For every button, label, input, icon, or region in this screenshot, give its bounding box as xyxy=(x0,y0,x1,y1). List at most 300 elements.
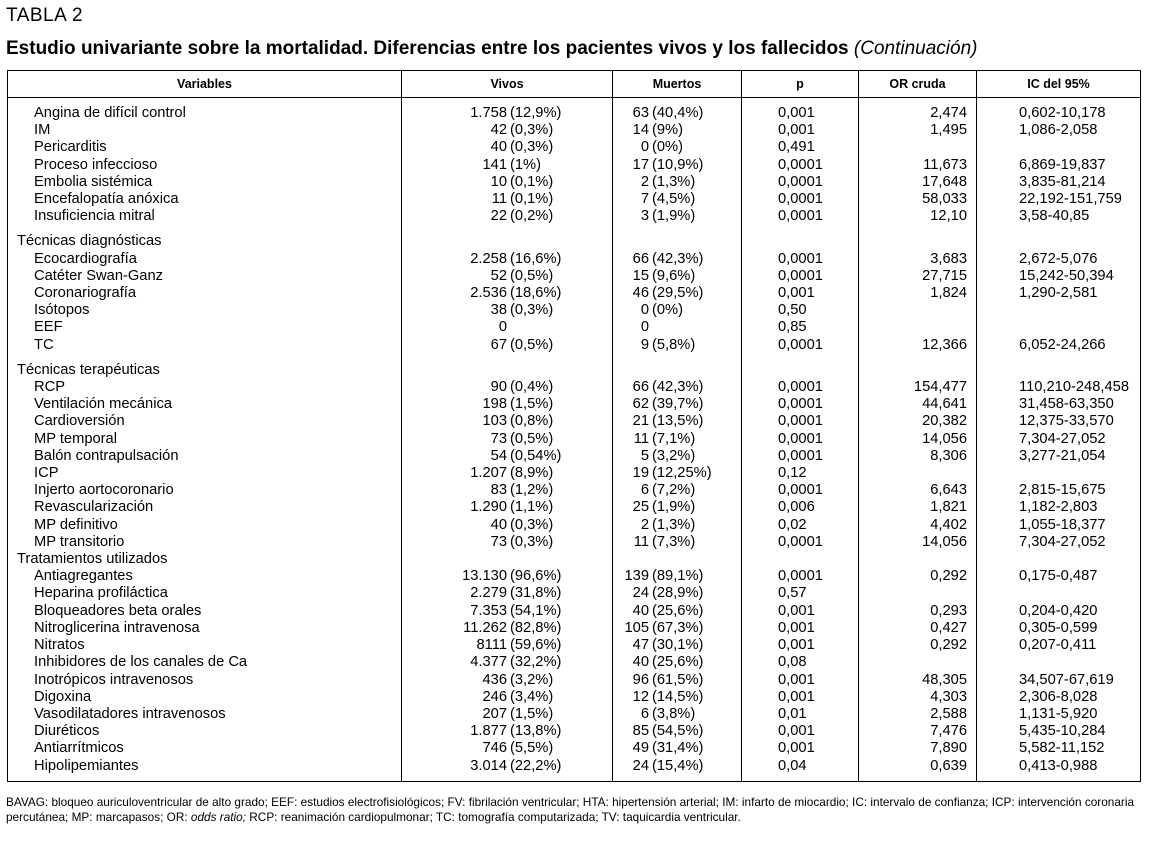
muertos-count: 7 xyxy=(640,191,649,208)
vivos-count: 1.207 xyxy=(470,465,507,482)
or-cruda-cell: 0,292 xyxy=(859,568,977,585)
p-value-cell: 0,0001 xyxy=(742,396,859,413)
vivos-cell xyxy=(402,174,613,191)
ic-cell: 3,277-21,054 xyxy=(977,448,1141,465)
variable-cell: Isótopos xyxy=(8,302,402,319)
vivos-cell xyxy=(402,534,613,551)
or-cruda-cell xyxy=(859,139,977,156)
ic-cell: 0,602-10,178 xyxy=(977,98,1141,123)
table-header-row xyxy=(8,71,1141,98)
muertos-percent: (3,8%) xyxy=(652,705,696,722)
vivos-percent: (0,8%) xyxy=(510,413,554,430)
muertos-cell xyxy=(613,620,742,637)
muertos-percent: (54,5%) xyxy=(652,723,704,740)
muertos-count: 46 xyxy=(632,285,649,302)
muertos-percent: (1,3%) xyxy=(652,516,696,533)
vivos-percent: (13,8%) xyxy=(510,723,562,740)
vivos-cell xyxy=(402,740,613,757)
p-value-cell: 0,0001 xyxy=(742,251,859,268)
variable-cell: Bloqueadores beta orales xyxy=(8,603,402,620)
vivos-cell xyxy=(402,603,613,620)
muertos-cell xyxy=(613,517,742,534)
p-value-cell: 0,0001 xyxy=(742,568,859,585)
p-value-cell: 0,001 xyxy=(742,740,859,757)
muertos-count: 25 xyxy=(632,499,649,516)
table-row xyxy=(8,689,1141,706)
variable-cell: Inotrópicos intravenosos xyxy=(8,672,402,689)
muertos-percent: (4,5%) xyxy=(652,191,696,208)
table-row xyxy=(8,337,1141,354)
variable-cell: MP transitorio xyxy=(8,534,402,551)
vivos-percent: (16,6%) xyxy=(510,250,562,267)
or-cruda-cell: 20,382 xyxy=(859,413,977,430)
vivos-percent: (0,4%) xyxy=(510,379,554,396)
ic-cell: 3,835-81,214 xyxy=(977,174,1141,191)
table-title-main: Estudio univariante sobre la mortalidad. Diferencias entre los pacientes vivos y los fallecidos xyxy=(6,38,849,59)
muertos-count: 11 xyxy=(633,533,649,550)
muertos-cell xyxy=(613,139,742,156)
or-cruda-cell: 4,303 xyxy=(859,689,977,706)
muertos-count: 47 xyxy=(632,637,649,654)
table-row xyxy=(8,637,1141,654)
variable-cell: Catéter Swan-Ganz xyxy=(8,268,402,285)
ic-cell: 31,458-63,350 xyxy=(977,396,1141,413)
vivos-cell xyxy=(402,758,613,782)
muertos-cell xyxy=(613,448,742,465)
table-row xyxy=(8,268,1141,285)
muertos-cell xyxy=(613,98,742,123)
table-row xyxy=(8,431,1141,448)
muertos-cell xyxy=(613,689,742,706)
ic-cell: 3,58-40,85 xyxy=(977,208,1141,225)
muertos-cell xyxy=(613,208,742,225)
muertos-cell xyxy=(613,431,742,448)
muertos-cell xyxy=(613,251,742,268)
vivos-percent: (0,5%) xyxy=(510,267,554,284)
p-value-cell: 0,001 xyxy=(742,689,859,706)
ic-cell: 15,242-50,394 xyxy=(977,268,1141,285)
ic-cell: 110,210-248,458 xyxy=(977,379,1141,396)
ic-cell: 1,131-5,920 xyxy=(977,706,1141,723)
p-value-cell: 0,12 xyxy=(742,465,859,482)
muertos-count: 63 xyxy=(632,105,649,121)
table-row xyxy=(8,448,1141,465)
muertos-percent: (31,4%) xyxy=(652,740,704,757)
vivos-percent: (0,3%) xyxy=(510,302,554,319)
muertos-count: 66 xyxy=(632,250,649,267)
vivos-count: 7.353 xyxy=(470,602,507,619)
vivos-cell xyxy=(402,379,613,396)
p-value-cell: 0,02 xyxy=(742,517,859,534)
or-cruda-cell: 154,477 xyxy=(859,379,977,396)
ic-cell xyxy=(977,654,1141,671)
p-value-cell: 0,001 xyxy=(742,98,859,123)
vivos-cell xyxy=(402,431,613,448)
or-cruda-cell: 17,648 xyxy=(859,174,977,191)
muertos-count: 6 xyxy=(640,705,649,722)
vivos-count: 42 xyxy=(490,122,507,139)
table-row xyxy=(8,413,1141,430)
vivos-cell xyxy=(402,268,613,285)
header-or-cruda: OR cruda xyxy=(859,71,977,98)
vivos-cell xyxy=(402,139,613,156)
p-value-cell: 0,0001 xyxy=(742,482,859,499)
footnote-italic: odds ratio; xyxy=(190,810,246,824)
ic-cell xyxy=(977,585,1141,602)
or-cruda-cell: 1,495 xyxy=(859,122,977,139)
vivos-count: 0 xyxy=(498,319,507,336)
or-cruda-cell xyxy=(859,585,977,602)
vivos-percent: (0,3%) xyxy=(510,516,554,533)
or-cruda-cell: 12,10 xyxy=(859,208,977,225)
header-muertos: Muertos xyxy=(613,71,742,98)
ic-cell: 0,204-0,420 xyxy=(977,603,1141,620)
table-title xyxy=(6,38,977,60)
header-ic: IC del 95% xyxy=(977,71,1141,98)
vivos-percent: (1,2%) xyxy=(510,482,554,499)
footnote xyxy=(6,795,1151,825)
vivos-count: 83 xyxy=(490,482,507,499)
or-cruda-cell: 7,890 xyxy=(859,740,977,757)
muertos-count: 11 xyxy=(633,430,649,447)
vivos-percent: (0,2%) xyxy=(510,208,554,225)
vivos-count: 1.758 xyxy=(470,105,507,121)
or-cruda-cell xyxy=(859,319,977,336)
vivos-cell xyxy=(402,568,613,585)
p-value-cell: 0,04 xyxy=(742,758,859,782)
ic-cell: 1,055-18,377 xyxy=(977,517,1141,534)
vivos-cell xyxy=(402,706,613,723)
or-cruda-cell: 58,033 xyxy=(859,191,977,208)
vivos-count: 207 xyxy=(482,705,507,722)
empty-cell xyxy=(742,551,859,568)
table-row xyxy=(8,740,1141,757)
vivos-count: 246 xyxy=(482,688,507,705)
muertos-percent: (29,5%) xyxy=(652,285,704,302)
or-cruda-cell: 1,821 xyxy=(859,499,977,516)
muertos-percent: (15,4%) xyxy=(652,757,704,774)
vivos-percent: (12,9%) xyxy=(510,105,562,121)
p-value-cell: 0,001 xyxy=(742,285,859,302)
empty-cell xyxy=(613,354,742,379)
muertos-cell xyxy=(613,174,742,191)
vivos-count: 73 xyxy=(490,533,507,550)
p-value-cell: 0,0001 xyxy=(742,534,859,551)
empty-cell xyxy=(977,225,1141,250)
variable-cell: Diuréticos xyxy=(8,723,402,740)
header-vivos: Vivos xyxy=(402,71,613,98)
p-value-cell: 0,0001 xyxy=(742,191,859,208)
variable-cell: Vasodilatadores intravenosos xyxy=(8,706,402,723)
ic-cell: 12,375-33,570 xyxy=(977,413,1141,430)
section-row xyxy=(8,354,1141,379)
vivos-percent: (0,3%) xyxy=(510,122,554,139)
vivos-percent: (0,1%) xyxy=(510,173,554,190)
or-cruda-cell: 2,474 xyxy=(859,98,977,123)
variable-cell: Inhibidores de los canales de Ca xyxy=(8,654,402,671)
variable-cell: Antiarrítmicos xyxy=(8,740,402,757)
variable-cell: Ventilación mecánica xyxy=(8,396,402,413)
vivos-count: 4.377 xyxy=(470,654,507,671)
vivos-cell xyxy=(402,251,613,268)
vivos-count: 3.014 xyxy=(470,757,507,774)
ic-cell: 0,175-0,487 xyxy=(977,568,1141,585)
or-cruda-cell: 11,673 xyxy=(859,157,977,174)
or-cruda-cell: 1,824 xyxy=(859,285,977,302)
table-body xyxy=(8,98,1141,782)
header-variables: Variables xyxy=(8,71,402,98)
vivos-cell xyxy=(402,396,613,413)
or-cruda-cell: 14,056 xyxy=(859,431,977,448)
vivos-percent: (1%) xyxy=(510,156,542,173)
empty-cell xyxy=(613,225,742,250)
muertos-count: 12 xyxy=(632,688,649,705)
or-cruda-cell: 0,639 xyxy=(859,758,977,782)
ic-cell: 5,582-11,152 xyxy=(977,740,1141,757)
vivos-percent: (59,6%) xyxy=(510,637,562,654)
p-value-cell: 0,0001 xyxy=(742,157,859,174)
muertos-percent: (7,3%) xyxy=(652,533,696,550)
vivos-percent: (8,9%) xyxy=(510,465,554,482)
vivos-cell xyxy=(402,191,613,208)
section-row xyxy=(8,225,1141,250)
muertos-cell xyxy=(613,758,742,782)
vivos-cell xyxy=(402,723,613,740)
muertos-percent: (0%) xyxy=(652,139,684,156)
section-label: Técnicas terapéuticas xyxy=(8,354,402,379)
p-value-cell: 0,85 xyxy=(742,319,859,336)
empty-cell xyxy=(859,551,977,568)
vivos-count: 11 xyxy=(491,191,507,208)
ic-cell: 0,413-0,988 xyxy=(977,758,1141,782)
vivos-cell xyxy=(402,672,613,689)
ic-cell: 7,304-27,052 xyxy=(977,431,1141,448)
vivos-percent: (3,2%) xyxy=(510,671,554,688)
muertos-cell xyxy=(613,740,742,757)
vivos-cell xyxy=(402,122,613,139)
empty-cell xyxy=(742,225,859,250)
muertos-cell xyxy=(613,723,742,740)
muertos-percent: (12,25%) xyxy=(652,465,712,482)
variable-cell: Cardioversión xyxy=(8,413,402,430)
muertos-percent: (42,3%) xyxy=(652,250,704,267)
vivos-count: 73 xyxy=(490,430,507,447)
variable-cell: TC xyxy=(8,337,402,354)
variable-cell: Antiagregantes xyxy=(8,568,402,585)
table-row xyxy=(8,482,1141,499)
vivos-percent: (1,1%) xyxy=(510,499,554,516)
muertos-percent: (67,3%) xyxy=(652,619,704,636)
muertos-count: 9 xyxy=(640,336,649,353)
or-cruda-cell: 12,366 xyxy=(859,337,977,354)
vivos-percent: (54,1%) xyxy=(510,602,562,619)
or-cruda-cell: 0,292 xyxy=(859,637,977,654)
empty-cell xyxy=(402,354,613,379)
variable-cell: Balón contrapulsación xyxy=(8,448,402,465)
muertos-percent: (1,9%) xyxy=(652,499,696,516)
muertos-count: 19 xyxy=(632,465,649,482)
section-label: Tratamientos utilizados xyxy=(8,551,402,568)
empty-cell xyxy=(859,354,977,379)
empty-cell xyxy=(402,225,613,250)
muertos-percent: (25,6%) xyxy=(652,654,704,671)
or-cruda-cell: 48,305 xyxy=(859,672,977,689)
vivos-cell xyxy=(402,157,613,174)
vivos-percent: (0,1%) xyxy=(510,191,554,208)
vivos-count: 22 xyxy=(490,208,507,225)
or-cruda-cell: 7,476 xyxy=(859,723,977,740)
p-value-cell: 0,0001 xyxy=(742,337,859,354)
ic-cell xyxy=(977,302,1141,319)
muertos-cell xyxy=(613,191,742,208)
muertos-count: 17 xyxy=(632,156,649,173)
or-cruda-cell: 4,402 xyxy=(859,517,977,534)
muertos-count: 62 xyxy=(632,396,649,413)
table-row xyxy=(8,723,1141,740)
p-value-cell: 0,0001 xyxy=(742,174,859,191)
vivos-cell xyxy=(402,465,613,482)
vivos-cell xyxy=(402,517,613,534)
muertos-count: 139 xyxy=(624,568,649,585)
vivos-count: 40 xyxy=(490,139,507,156)
ic-cell xyxy=(977,139,1141,156)
ic-cell: 2,672-5,076 xyxy=(977,251,1141,268)
muertos-count: 24 xyxy=(632,757,649,774)
or-cruda-cell: 44,641 xyxy=(859,396,977,413)
empty-cell xyxy=(402,551,613,568)
table-title-continuation: (Continuación) xyxy=(853,38,978,59)
table-row xyxy=(8,208,1141,225)
section-label: Técnicas diagnósticas xyxy=(8,225,402,250)
muertos-count: 24 xyxy=(632,585,649,602)
vivos-cell xyxy=(402,337,613,354)
p-value-cell: 0,01 xyxy=(742,706,859,723)
muertos-percent: (9,6%) xyxy=(652,267,696,284)
muertos-cell xyxy=(613,465,742,482)
table-row xyxy=(8,157,1141,174)
muertos-cell xyxy=(613,157,742,174)
or-cruda-cell: 0,427 xyxy=(859,620,977,637)
vivos-percent: (31,8%) xyxy=(510,585,562,602)
muertos-cell xyxy=(613,413,742,430)
muertos-percent: (28,9%) xyxy=(652,585,704,602)
table-row xyxy=(8,654,1141,671)
muertos-count: 14 xyxy=(632,122,649,139)
vivos-percent: (0,3%) xyxy=(510,533,554,550)
variable-cell: Proceso infeccioso xyxy=(8,157,402,174)
table-row xyxy=(8,672,1141,689)
muertos-count: 2 xyxy=(640,516,649,533)
ic-cell: 5,435-10,284 xyxy=(977,723,1141,740)
variable-cell: Heparina profiláctica xyxy=(8,585,402,602)
muertos-cell xyxy=(613,568,742,585)
vivos-count: 54 xyxy=(490,447,507,464)
p-value-cell: 0,006 xyxy=(742,499,859,516)
p-value-cell: 0,0001 xyxy=(742,448,859,465)
muertos-percent: (25,6%) xyxy=(652,602,704,619)
muertos-percent: (39,7%) xyxy=(652,396,704,413)
muertos-count: 15 xyxy=(632,267,649,284)
vivos-count: 67 xyxy=(490,336,507,353)
muertos-count: 21 xyxy=(632,413,649,430)
muertos-cell xyxy=(613,268,742,285)
vivos-count: 52 xyxy=(490,267,507,284)
muertos-count: 2 xyxy=(640,173,649,190)
vivos-cell xyxy=(402,285,613,302)
muertos-cell xyxy=(613,379,742,396)
p-value-cell: 0,001 xyxy=(742,637,859,654)
or-cruda-cell: 0,293 xyxy=(859,603,977,620)
muertos-percent: (30,1%) xyxy=(652,637,704,654)
muertos-cell xyxy=(613,122,742,139)
table-row xyxy=(8,379,1141,396)
ic-cell: 2,306-8,028 xyxy=(977,689,1141,706)
table-row xyxy=(8,706,1141,723)
empty-cell xyxy=(613,551,742,568)
variable-cell: Revascularización xyxy=(8,499,402,516)
muertos-count: 0 xyxy=(640,139,649,156)
ic-cell: 6,052-24,266 xyxy=(977,337,1141,354)
muertos-count: 66 xyxy=(632,379,649,396)
vivos-percent: (3,4%) xyxy=(510,688,554,705)
vivos-cell xyxy=(402,413,613,430)
table-label: TABLA 2 xyxy=(6,5,84,26)
vivos-count: 436 xyxy=(482,671,507,688)
muertos-cell xyxy=(613,285,742,302)
table-row xyxy=(8,568,1141,585)
vivos-percent: (18,6%) xyxy=(510,285,562,302)
empty-cell xyxy=(977,354,1141,379)
variable-cell: ICP xyxy=(8,465,402,482)
muertos-cell xyxy=(613,637,742,654)
muertos-cell xyxy=(613,654,742,671)
ic-cell xyxy=(977,319,1141,336)
table-row xyxy=(8,620,1141,637)
variable-cell: Ecocardiografía xyxy=(8,251,402,268)
variable-cell: MP definitivo xyxy=(8,517,402,534)
vivos-cell xyxy=(402,482,613,499)
vivos-count: 13.130 xyxy=(462,568,507,585)
vivos-percent: (32,2%) xyxy=(510,654,562,671)
table-row xyxy=(8,251,1141,268)
vivos-cell xyxy=(402,319,613,336)
variable-cell: Insuficiencia mitral xyxy=(8,208,402,225)
ic-cell: 1,086-2,058 xyxy=(977,122,1141,139)
footnote-text-start: BAVAG: bloqueo auriculoventricular de alto grado; EEF: estudios electrofisiológicos; FV: fibrilación ventricular; HTA: hipertensión arterial; IM: infarto de miocardio; IC: intervalo de confianza; ICP: intervención coronaria percutánea; MP: marcapasos; OR: xyxy=(6,795,1135,824)
muertos-cell xyxy=(613,482,742,499)
vivos-percent: (1,5%) xyxy=(510,705,554,722)
muertos-cell xyxy=(613,337,742,354)
table-row xyxy=(8,758,1141,782)
vivos-percent: (0,5%) xyxy=(510,430,554,447)
muertos-cell xyxy=(613,672,742,689)
vivos-count: 198 xyxy=(482,396,507,413)
table-row xyxy=(8,319,1141,336)
ic-cell: 6,869-19,837 xyxy=(977,157,1141,174)
vivos-count: 2.279 xyxy=(470,585,507,602)
muertos-count: 85 xyxy=(632,723,649,740)
vivos-cell xyxy=(402,654,613,671)
muertos-count: 5 xyxy=(640,447,649,464)
table-row xyxy=(8,534,1141,551)
vivos-count: 40 xyxy=(490,516,507,533)
p-value-cell: 0,0001 xyxy=(742,413,859,430)
variable-cell: Coronariografía xyxy=(8,285,402,302)
table-row xyxy=(8,465,1141,482)
muertos-count: 0 xyxy=(640,319,649,336)
muertos-percent: (14,5%) xyxy=(652,688,704,705)
variable-cell: Digoxina xyxy=(8,689,402,706)
